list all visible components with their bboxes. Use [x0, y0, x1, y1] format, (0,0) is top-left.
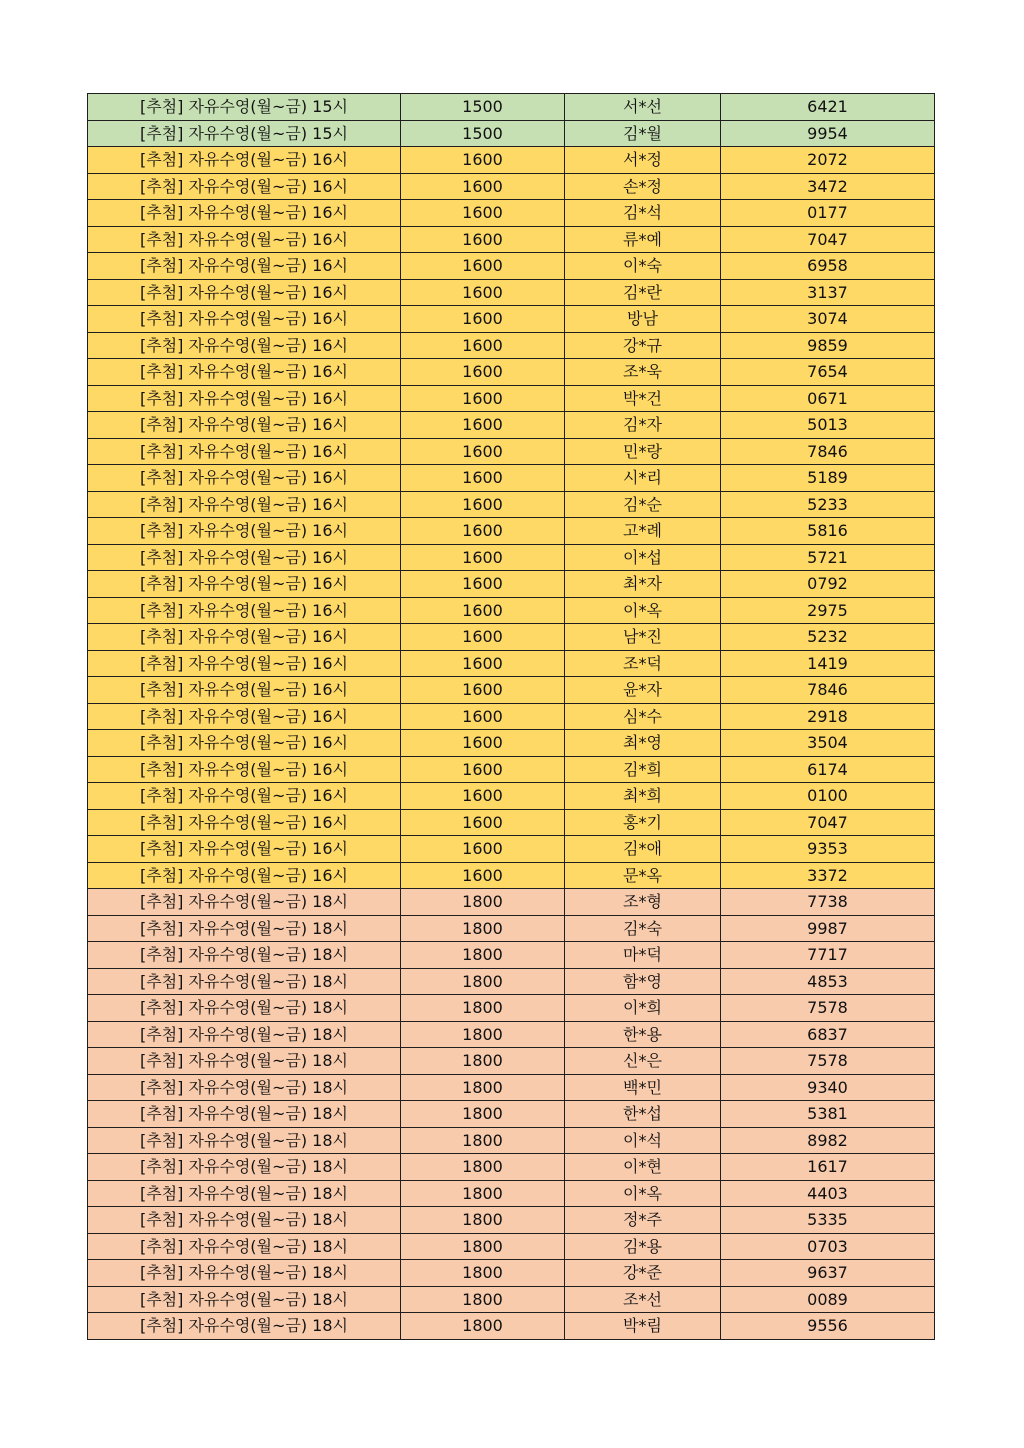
name-cell: 민*랑	[565, 438, 721, 465]
time-code-cell: 1600	[401, 279, 565, 306]
table-row	[88, 756, 935, 783]
program-cell: [추첨] 자유수영(월~금) 16시	[88, 385, 401, 412]
phone-digits-cell: 6958	[721, 253, 935, 280]
time-code-cell: 1600	[401, 253, 565, 280]
time-code-cell: 1600	[401, 571, 565, 598]
time-code-cell: 1800	[401, 1074, 565, 1101]
program-cell: [추첨] 자유수영(월~금) 18시	[88, 1048, 401, 1075]
program-cell: [추첨] 자유수영(월~금) 18시	[88, 1207, 401, 1234]
program-cell: [추첨] 자유수영(월~금) 18시	[88, 1021, 401, 1048]
name-cell: 김*순	[565, 491, 721, 518]
program-cell: [추첨] 자유수영(월~금) 16시	[88, 730, 401, 757]
program-cell: [추첨] 자유수영(월~금) 18시	[88, 1101, 401, 1128]
program-cell: [추첨] 자유수영(월~금) 16시	[88, 279, 401, 306]
phone-digits-cell: 6174	[721, 756, 935, 783]
name-cell: 조*선	[565, 1286, 721, 1313]
time-code-cell: 1600	[401, 756, 565, 783]
name-cell: 최*자	[565, 571, 721, 598]
table-row	[88, 942, 935, 969]
program-cell: [추첨] 자유수영(월~금) 16시	[88, 756, 401, 783]
time-code-cell: 1600	[401, 730, 565, 757]
table-row	[88, 1233, 935, 1260]
name-cell: 방남	[565, 306, 721, 333]
phone-digits-cell: 0100	[721, 783, 935, 810]
table-row	[88, 730, 935, 757]
table-row	[88, 1048, 935, 1075]
table-row	[88, 120, 935, 147]
program-cell: [추첨] 자유수영(월~금) 16시	[88, 624, 401, 651]
table-row	[88, 385, 935, 412]
table-row	[88, 332, 935, 359]
program-cell: [추첨] 자유수영(월~금) 16시	[88, 438, 401, 465]
time-code-cell: 1600	[401, 836, 565, 863]
program-cell: [추첨] 자유수영(월~금) 16시	[88, 677, 401, 704]
phone-digits-cell: 0792	[721, 571, 935, 598]
time-code-cell: 1800	[401, 1021, 565, 1048]
time-code-cell: 1800	[401, 889, 565, 916]
program-cell: [추첨] 자유수영(월~금) 16시	[88, 518, 401, 545]
program-cell: [추첨] 자유수영(월~금) 16시	[88, 783, 401, 810]
name-cell: 심*수	[565, 703, 721, 730]
phone-digits-cell: 9340	[721, 1074, 935, 1101]
program-cell: [추첨] 자유수영(월~금) 15시	[88, 120, 401, 147]
phone-digits-cell: 5233	[721, 491, 935, 518]
phone-digits-cell: 9859	[721, 332, 935, 359]
phone-digits-cell: 7578	[721, 995, 935, 1022]
time-code-cell: 1600	[401, 147, 565, 174]
time-code-cell: 1600	[401, 650, 565, 677]
name-cell: 김*희	[565, 756, 721, 783]
program-cell: [추첨] 자유수영(월~금) 16시	[88, 173, 401, 200]
time-code-cell: 1500	[401, 94, 565, 121]
table-row	[88, 279, 935, 306]
name-cell: 고*례	[565, 518, 721, 545]
time-code-cell: 1800	[401, 1207, 565, 1234]
table-row	[88, 147, 935, 174]
table-row	[88, 650, 935, 677]
name-cell: 남*진	[565, 624, 721, 651]
name-cell: 이*옥	[565, 597, 721, 624]
name-cell: 류*예	[565, 226, 721, 253]
name-cell: 홍*기	[565, 809, 721, 836]
table-row	[88, 809, 935, 836]
table-row	[88, 94, 935, 121]
phone-digits-cell: 5816	[721, 518, 935, 545]
program-cell: [추첨] 자유수영(월~금) 18시	[88, 1313, 401, 1340]
table-row	[88, 1313, 935, 1340]
table-row	[88, 253, 935, 280]
phone-digits-cell: 6421	[721, 94, 935, 121]
program-cell: [추첨] 자유수영(월~금) 16시	[88, 491, 401, 518]
phone-digits-cell: 5189	[721, 465, 935, 492]
name-cell: 조*덕	[565, 650, 721, 677]
program-cell: [추첨] 자유수영(월~금) 16시	[88, 306, 401, 333]
phone-digits-cell: 0703	[721, 1233, 935, 1260]
time-code-cell: 1800	[401, 995, 565, 1022]
phone-digits-cell: 1419	[721, 650, 935, 677]
time-code-cell: 1600	[401, 703, 565, 730]
name-cell: 서*선	[565, 94, 721, 121]
phone-digits-cell: 7654	[721, 359, 935, 386]
table-row	[88, 173, 935, 200]
phone-digits-cell: 3504	[721, 730, 935, 757]
name-cell: 김*애	[565, 836, 721, 863]
program-cell: [추첨] 자유수영(월~금) 18시	[88, 1074, 401, 1101]
time-code-cell: 1600	[401, 465, 565, 492]
program-cell: [추첨] 자유수영(월~금) 18시	[88, 1127, 401, 1154]
table-row	[88, 889, 935, 916]
table-row	[88, 703, 935, 730]
program-cell: [추첨] 자유수영(월~금) 18시	[88, 942, 401, 969]
time-code-cell: 1600	[401, 306, 565, 333]
table-row	[88, 1127, 935, 1154]
name-cell: 손*정	[565, 173, 721, 200]
phone-digits-cell: 6837	[721, 1021, 935, 1048]
time-code-cell: 1800	[401, 1048, 565, 1075]
time-code-cell: 1800	[401, 1260, 565, 1287]
name-cell: 최*영	[565, 730, 721, 757]
name-cell: 김*자	[565, 412, 721, 439]
name-cell: 이*숙	[565, 253, 721, 280]
phone-digits-cell: 0671	[721, 385, 935, 412]
table-row	[88, 200, 935, 227]
name-cell: 서*정	[565, 147, 721, 174]
name-cell: 이*석	[565, 1127, 721, 1154]
program-cell: [추첨] 자유수영(월~금) 16시	[88, 332, 401, 359]
name-cell: 조*형	[565, 889, 721, 916]
phone-digits-cell: 9556	[721, 1313, 935, 1340]
name-cell: 김*용	[565, 1233, 721, 1260]
phone-digits-cell: 5013	[721, 412, 935, 439]
table-row	[88, 1074, 935, 1101]
name-cell: 이*현	[565, 1154, 721, 1181]
time-code-cell: 1600	[401, 200, 565, 227]
time-code-cell: 1600	[401, 173, 565, 200]
time-code-cell: 1600	[401, 624, 565, 651]
time-code-cell: 1600	[401, 597, 565, 624]
phone-digits-cell: 9353	[721, 836, 935, 863]
name-cell: 마*덕	[565, 942, 721, 969]
time-code-cell: 1800	[401, 968, 565, 995]
table-row	[88, 1260, 935, 1287]
name-cell: 김*석	[565, 200, 721, 227]
table-row	[88, 1021, 935, 1048]
name-cell: 한*용	[565, 1021, 721, 1048]
program-cell: [추첨] 자유수영(월~금) 18시	[88, 915, 401, 942]
name-cell: 신*은	[565, 1048, 721, 1075]
name-cell: 시*리	[565, 465, 721, 492]
name-cell: 박*림	[565, 1313, 721, 1340]
time-code-cell: 1800	[401, 1101, 565, 1128]
time-code-cell: 1800	[401, 942, 565, 969]
table-row	[88, 1180, 935, 1207]
time-code-cell: 1600	[401, 491, 565, 518]
program-cell: [추첨] 자유수영(월~금) 16시	[88, 836, 401, 863]
table-row	[88, 226, 935, 253]
phone-digits-cell: 3372	[721, 862, 935, 889]
phone-digits-cell: 3137	[721, 279, 935, 306]
phone-digits-cell: 1617	[721, 1154, 935, 1181]
program-cell: [추첨] 자유수영(월~금) 18시	[88, 889, 401, 916]
phone-digits-cell: 9954	[721, 120, 935, 147]
program-cell: [추첨] 자유수영(월~금) 18시	[88, 1233, 401, 1260]
table-row	[88, 359, 935, 386]
table-row	[88, 1154, 935, 1181]
table-row	[88, 624, 935, 651]
name-cell: 김*숙	[565, 915, 721, 942]
program-cell: [추첨] 자유수영(월~금) 16시	[88, 359, 401, 386]
phone-digits-cell: 4853	[721, 968, 935, 995]
time-code-cell: 1600	[401, 226, 565, 253]
program-cell: [추첨] 자유수영(월~금) 16시	[88, 571, 401, 598]
phone-digits-cell: 7047	[721, 226, 935, 253]
phone-digits-cell: 7717	[721, 942, 935, 969]
phone-digits-cell: 7047	[721, 809, 935, 836]
table-row	[88, 491, 935, 518]
phone-digits-cell: 8982	[721, 1127, 935, 1154]
name-cell: 한*섭	[565, 1101, 721, 1128]
time-code-cell: 1600	[401, 862, 565, 889]
name-cell: 백*민	[565, 1074, 721, 1101]
name-cell: 이*옥	[565, 1180, 721, 1207]
phone-digits-cell: 5721	[721, 544, 935, 571]
program-cell: [추첨] 자유수영(월~금) 16시	[88, 465, 401, 492]
program-cell: [추첨] 자유수영(월~금) 18시	[88, 1286, 401, 1313]
name-cell: 김*란	[565, 279, 721, 306]
phone-digits-cell: 7846	[721, 438, 935, 465]
table-row	[88, 836, 935, 863]
program-cell: [추첨] 자유수영(월~금) 16시	[88, 253, 401, 280]
name-cell: 정*주	[565, 1207, 721, 1234]
phone-digits-cell: 7738	[721, 889, 935, 916]
program-cell: [추첨] 자유수영(월~금) 18시	[88, 968, 401, 995]
program-cell: [추첨] 자유수영(월~금) 16시	[88, 412, 401, 439]
program-cell: [추첨] 자유수영(월~금) 16시	[88, 200, 401, 227]
time-code-cell: 1600	[401, 412, 565, 439]
phone-digits-cell: 5232	[721, 624, 935, 651]
phone-digits-cell: 4403	[721, 1180, 935, 1207]
time-code-cell: 1600	[401, 518, 565, 545]
table-row	[88, 677, 935, 704]
time-code-cell: 1800	[401, 1154, 565, 1181]
phone-digits-cell: 7846	[721, 677, 935, 704]
phone-digits-cell: 3074	[721, 306, 935, 333]
name-cell: 김*월	[565, 120, 721, 147]
table-row	[88, 1101, 935, 1128]
time-code-cell: 1800	[401, 1180, 565, 1207]
phone-digits-cell: 3472	[721, 173, 935, 200]
table-row	[88, 783, 935, 810]
program-cell: [추첨] 자유수영(월~금) 16시	[88, 703, 401, 730]
program-cell: [추첨] 자유수영(월~금) 18시	[88, 1154, 401, 1181]
time-code-cell: 1800	[401, 1127, 565, 1154]
table-row	[88, 915, 935, 942]
name-cell: 강*규	[565, 332, 721, 359]
phone-digits-cell: 7578	[721, 1048, 935, 1075]
table-row	[88, 968, 935, 995]
program-cell: [추첨] 자유수영(월~금) 18시	[88, 1180, 401, 1207]
name-cell: 문*옥	[565, 862, 721, 889]
time-code-cell: 1600	[401, 677, 565, 704]
name-cell: 조*욱	[565, 359, 721, 386]
program-cell: [추첨] 자유수영(월~금) 18시	[88, 995, 401, 1022]
program-cell: [추첨] 자유수영(월~금) 16시	[88, 544, 401, 571]
phone-digits-cell: 0089	[721, 1286, 935, 1313]
time-code-cell: 1600	[401, 359, 565, 386]
name-cell: 이*희	[565, 995, 721, 1022]
time-code-cell: 1600	[401, 438, 565, 465]
time-code-cell: 1800	[401, 1233, 565, 1260]
phone-digits-cell: 2918	[721, 703, 935, 730]
table-body	[88, 94, 935, 1340]
name-cell: 이*섭	[565, 544, 721, 571]
table-row	[88, 597, 935, 624]
lottery-results-table	[87, 93, 935, 1340]
program-cell: [추첨] 자유수영(월~금) 16시	[88, 147, 401, 174]
phone-digits-cell: 0177	[721, 200, 935, 227]
program-cell: [추첨] 자유수영(월~금) 15시	[88, 94, 401, 121]
phone-digits-cell: 9987	[721, 915, 935, 942]
program-cell: [추첨] 자유수영(월~금) 16시	[88, 862, 401, 889]
table-row	[88, 438, 935, 465]
time-code-cell: 1600	[401, 332, 565, 359]
table-row	[88, 1207, 935, 1234]
time-code-cell: 1800	[401, 915, 565, 942]
phone-digits-cell: 9637	[721, 1260, 935, 1287]
time-code-cell: 1800	[401, 1286, 565, 1313]
time-code-cell: 1600	[401, 809, 565, 836]
program-cell: [추첨] 자유수영(월~금) 16시	[88, 597, 401, 624]
name-cell: 강*준	[565, 1260, 721, 1287]
program-cell: [추첨] 자유수영(월~금) 16시	[88, 226, 401, 253]
name-cell: 최*희	[565, 783, 721, 810]
table-row	[88, 306, 935, 333]
table-row	[88, 1286, 935, 1313]
time-code-cell: 1500	[401, 120, 565, 147]
time-code-cell: 1800	[401, 1313, 565, 1340]
phone-digits-cell: 5381	[721, 1101, 935, 1128]
phone-digits-cell: 2072	[721, 147, 935, 174]
phone-digits-cell: 2975	[721, 597, 935, 624]
table-row	[88, 465, 935, 492]
table-row	[88, 518, 935, 545]
time-code-cell: 1600	[401, 385, 565, 412]
time-code-cell: 1600	[401, 544, 565, 571]
name-cell: 함*영	[565, 968, 721, 995]
table-row	[88, 995, 935, 1022]
program-cell: [추첨] 자유수영(월~금) 16시	[88, 809, 401, 836]
table-row	[88, 544, 935, 571]
program-cell: [추첨] 자유수영(월~금) 16시	[88, 650, 401, 677]
table-row	[88, 571, 935, 598]
phone-digits-cell: 5335	[721, 1207, 935, 1234]
name-cell: 박*건	[565, 385, 721, 412]
table-row	[88, 412, 935, 439]
time-code-cell: 1600	[401, 783, 565, 810]
table-row	[88, 862, 935, 889]
program-cell: [추첨] 자유수영(월~금) 18시	[88, 1260, 401, 1287]
name-cell: 윤*자	[565, 677, 721, 704]
